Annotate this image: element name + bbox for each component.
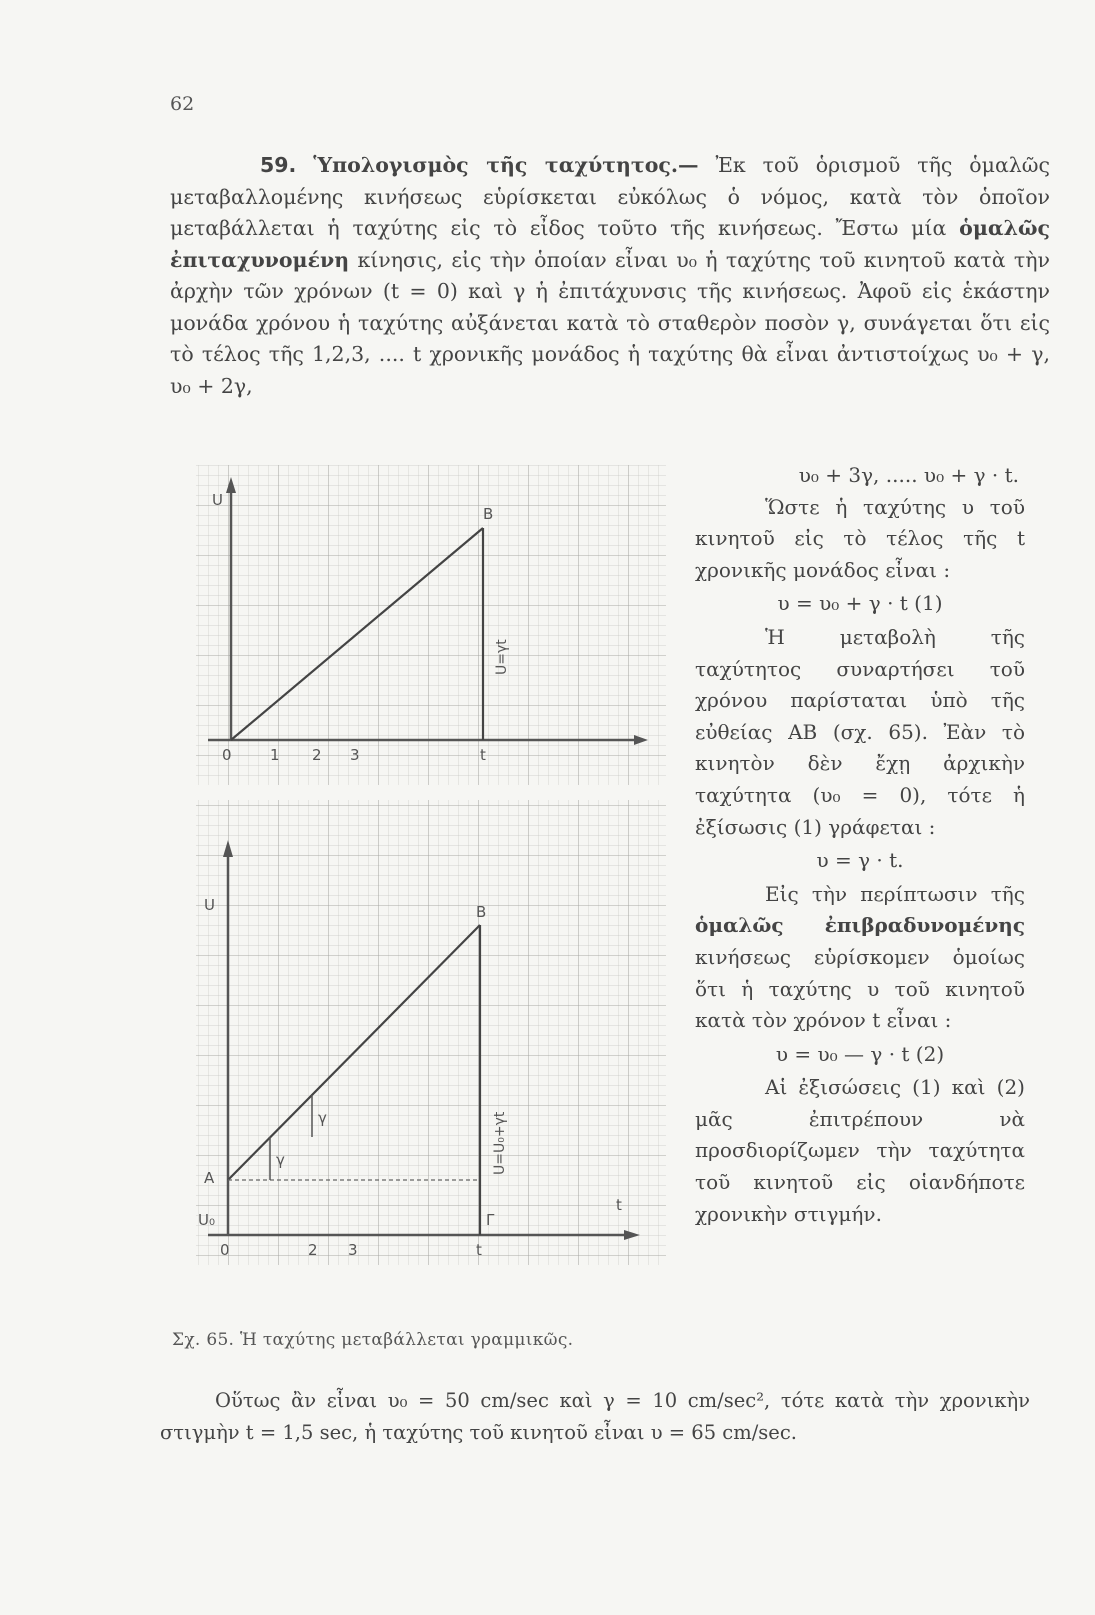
side-paragraph-3 [695,879,1025,1037]
small-gamma-1: γ [276,1151,285,1169]
side-paragraph-3a: Εἰς τὴν περίπτωσιν τῆς [765,881,1025,906]
side-paragraph-3b: κινήσεως εὑρίσκομεν ὁμοίως ὅτι ἡ ταχύτης υ τοῦ κινητοῦ κατὰ τὸν χρόνον t εἶναι : [695,944,1025,1033]
formula-top: U=γt [494,639,510,675]
origin-top: 0 [222,746,232,764]
figure-caption: Σχ. 65. Ἡ ταχύτης μεταβάλλεται γραμμικῶς. [172,1330,574,1350]
example-text: Οὕτως ἂν εἶναι υ₀ = 50 cm/sec καὶ γ = 10 cm/sec², τότε κατὰ τὴν χρονικὴν στιγμὴν t = 1,5 sec, ἡ ταχύτης τοῦ κινητοῦ εἶναι υ = 65 cm/sec. [160,1389,1030,1444]
side-column-text [695,460,1025,1230]
example-paragraph [160,1385,1030,1449]
point-b-top: B [483,505,494,523]
u0-label-bottom: U₀ [198,1211,215,1229]
section-number: 59. [260,153,297,177]
side-paragraph-2: Ἡ μεταβολὴ τῆς ταχύτητος συναρτήσει τοῦ χρόνου παρίσταται ὑπὸ τῆς εὐθείας AB (σχ. 65). Ἐὰν τὸ κινητὸν δὲν ἔχῃ ἀρχικὴν ταχύτητα (υ₀ = 0), τότε ἡ ἐξίσωσις (1) γράφεται : [695,624,1025,839]
section-59-body [170,150,1050,402]
velocity-graph-top [196,465,666,785]
section-title: Ὑπολογισμὸς τῆς ταχύτητος.— [313,153,699,177]
page-number: 62 [170,93,195,115]
t-label-top: t [480,746,486,764]
t-axis-label-bottom: t [616,1196,622,1214]
small-gamma-2: γ [318,1109,327,1127]
section-text-1: Ἐκ τοῦ ὁρισμοῦ τῆς ὁμαλῶς μεταβαλλομένης κινήσεως εὑρίσκεται εὐκόλως ὁ νόμος, κατὰ τὸν ὁποῖον μεταβάλλεται ἡ ταχύτης εἰς τὸ εἶδος τοῦτο τῆς κινήσεως. Ἔστω μία [170,153,1050,240]
point-b-bottom: B [476,903,487,921]
figure-graphs [178,455,688,1335]
side-paragraph-1: Ὥστε ἡ ταχύτης υ τοῦ κινητοῦ εἰς τὸ τέλος τῆς t χρονικῆς μονάδος εἶναι : [695,494,1025,582]
equation-no-initial-velocity: υ = γ · t. [816,848,904,873]
grid-paper-top [196,465,666,785]
bold-term-decelerated: ὁμαλῶς ἐπιβραδυνομένης [695,913,1025,938]
side-paragraph-4: Αἱ ἐξισώσεις (1) καὶ (2) μᾶς ἐπιτρέπουν νὰ προσδιορίζωμεν τὴν ταχύτητα τοῦ κινητοῦ εἰς οἱανδήποτε χρονικὴν στιγμήν. [695,1075,1025,1226]
section-text-2: κίνησις, εἰς τὴν ὁποίαν εἶναι υ₀ ἡ ταχύτης τοῦ κινητοῦ κατὰ τὴν ἀρχὴν τῶν χρόνων (t = 0) καὶ γ ἡ ἐπιτάχυνσις τῆς κινήσεως. Ἀφοῦ εἰς ἑκάστην μονάδα χρόνου ἡ ταχύτης αὐξάνεται κατὰ τὸ σταθερὸν ποσὸν γ, συνάγεται ὅτι εἰς τὸ τέλος τῆς 1,2,3, .... t χρονικῆς μονάδος ἡ ταχύτης θὰ εἶναι ἀντιστοίχως υ₀ + γ, υ₀ + 2γ, [170,247,1050,398]
grid-paper-bottom [196,800,666,1265]
tick-1-top: 1 [270,746,280,764]
velocity-graph-bottom [196,800,666,1265]
bold-term-accelerated: ὁμαλῶς ἐπιταχυνομένη [170,216,1050,272]
equation-2: υ = υ₀ — γ · t (2) [775,1041,945,1066]
origin-bottom: 0 [220,1241,230,1259]
tick-2-bottom: 2 [308,1241,318,1259]
equation-1: υ = υ₀ + γ · t (1) [777,591,943,616]
y-axis-label-bottom: U [204,896,215,914]
t-label-bottom: t [476,1241,482,1259]
velocity-series-end: υ₀ + 3γ, ..... υ₀ + γ · t. [798,463,1019,487]
y-axis-label-top: U [212,491,223,509]
formula-bottom: U=U₀+γt [492,1111,508,1175]
tick-3-top: 3 [350,746,360,764]
tick-3-bottom: 3 [348,1241,358,1259]
point-a-bottom: A [204,1169,215,1187]
gamma-point-bottom: Γ [486,1211,495,1229]
tick-2-top: 2 [312,746,322,764]
